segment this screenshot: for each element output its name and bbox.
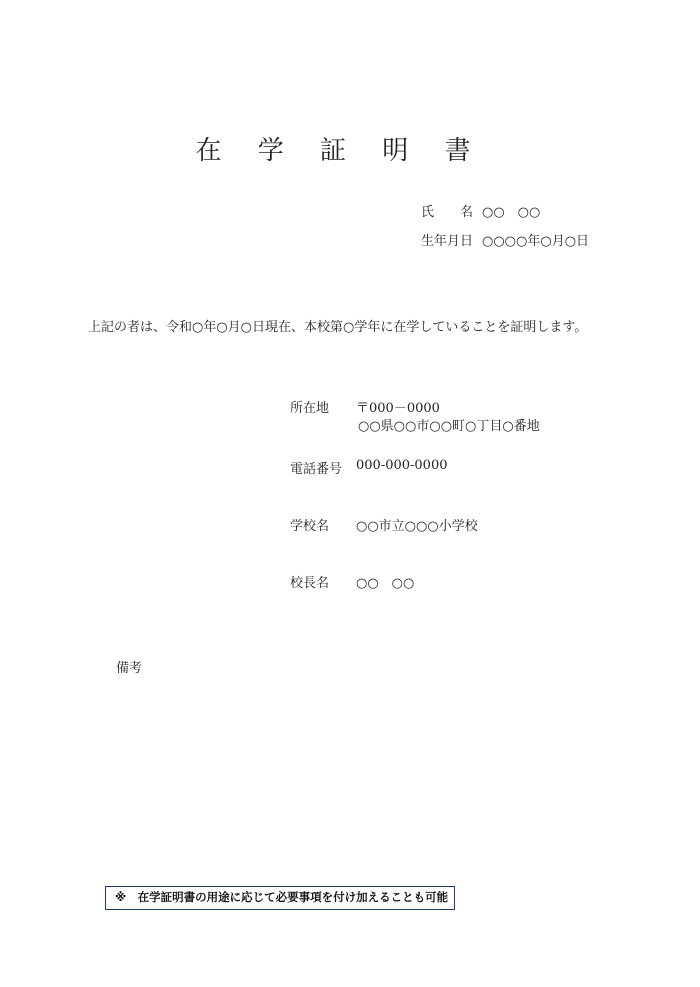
- principal-value: ○○ ○○: [356, 576, 415, 591]
- phone-label: 電話番号: [290, 462, 343, 477]
- school-name-value: ○○市立○○○小学校: [356, 519, 478, 534]
- note-box: [105, 886, 455, 910]
- birthdate-label: 生年月日: [421, 234, 474, 249]
- document-title: 在 学 証 明 書: [195, 136, 485, 166]
- principal-label: 校長名: [290, 576, 330, 591]
- note-text: ※ 在学証明書の用途に応じて必要事項を付け加えることも可能: [115, 890, 449, 904]
- name-label: 氏 名: [421, 205, 474, 220]
- postal-code: 〒000－0000: [356, 401, 440, 416]
- address-value: ○○県○○市○○町○丁目○番地: [358, 419, 540, 434]
- remarks-label: 備考: [116, 661, 143, 676]
- name-value: ○○ ○○: [482, 205, 541, 220]
- address-label: 所在地: [290, 401, 330, 416]
- certification-statement: 上記の者は、令和○年○月○日現在、本校第○学年に在学していることを証明します。: [88, 320, 588, 335]
- phone-value: 000-000-0000: [356, 458, 448, 473]
- birthdate-value: ○○○○年○月○日: [482, 234, 590, 249]
- school-name-label: 学校名: [290, 519, 330, 534]
